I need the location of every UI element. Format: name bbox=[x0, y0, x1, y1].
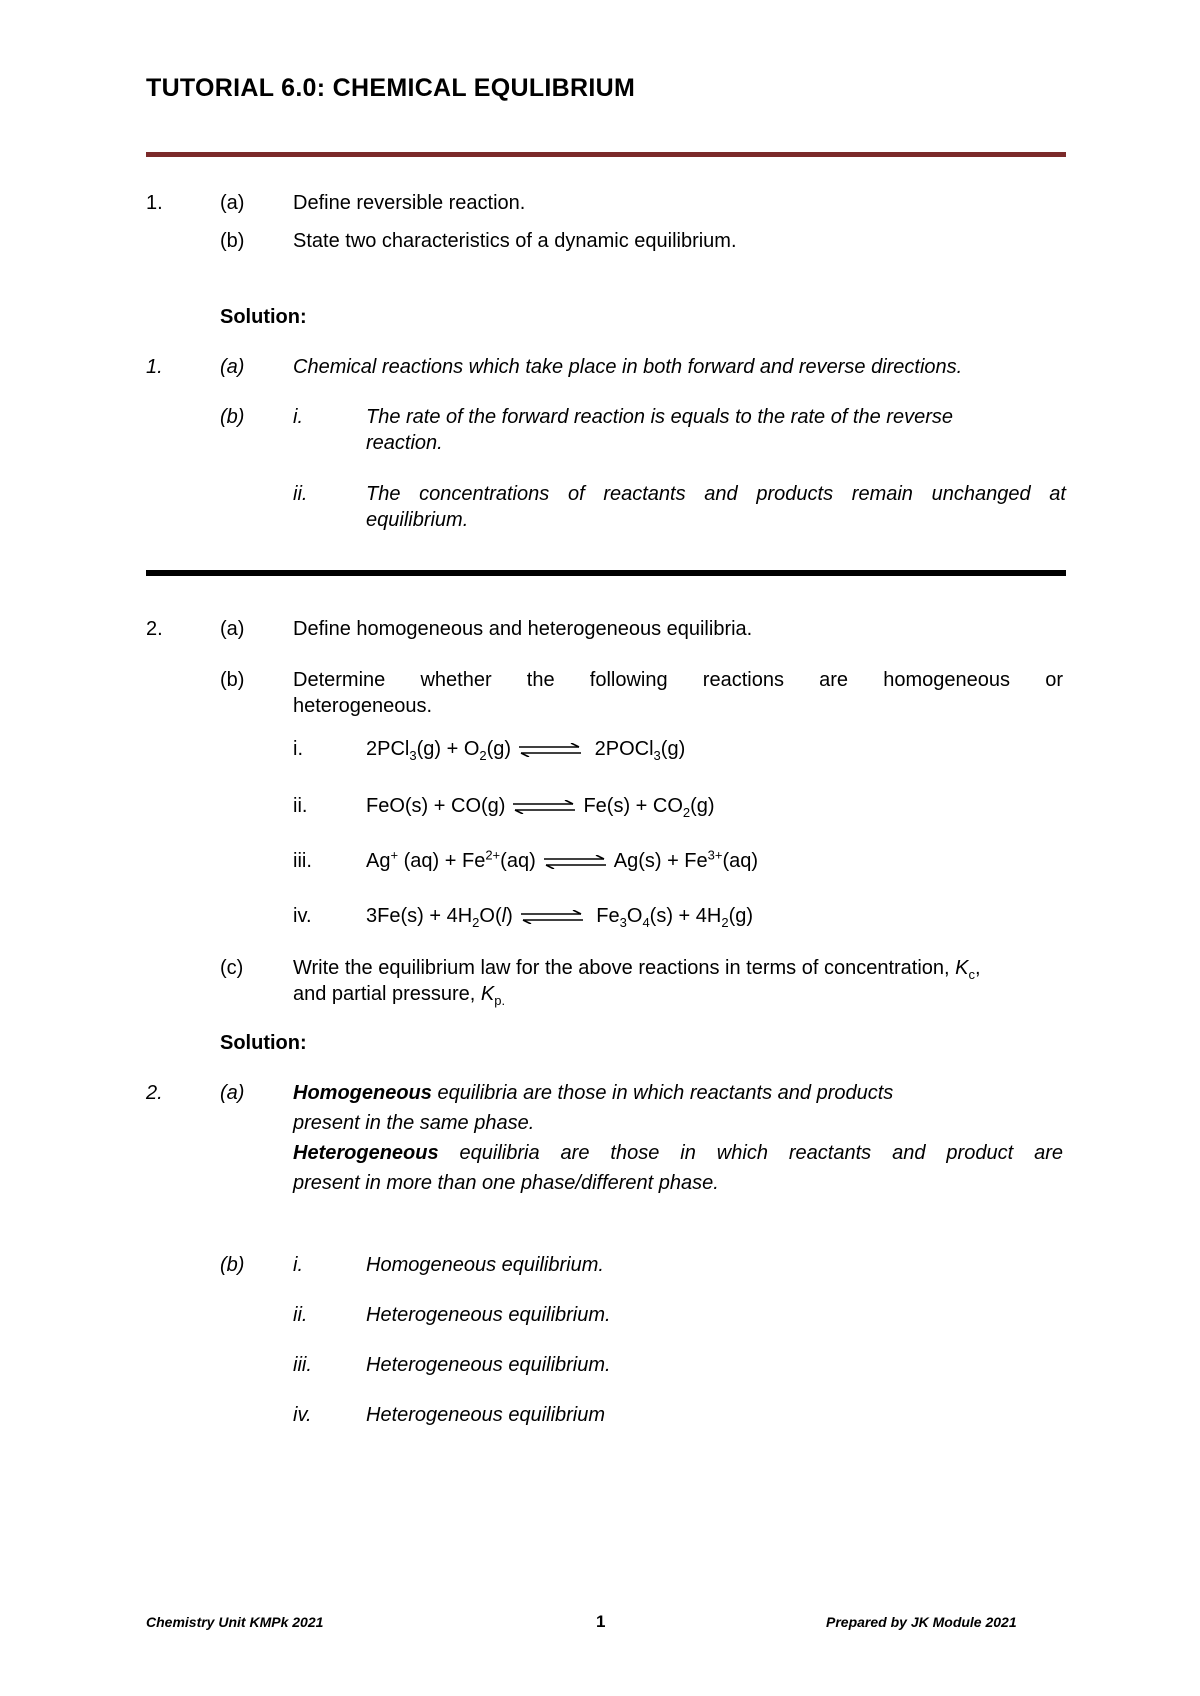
equilibrium-arrow-icon bbox=[511, 800, 577, 814]
title-divider bbox=[146, 152, 1066, 157]
reaction-1-label: i. bbox=[293, 738, 303, 760]
sol1b-ii-line2: equilibrium. bbox=[366, 509, 469, 531]
sol2b-iv-label: iv. bbox=[293, 1404, 312, 1426]
sol2b-iv-text: Heterogeneous equilibrium bbox=[366, 1404, 606, 1426]
footer-right: Prepared by JK Module 2021 bbox=[826, 1614, 1017, 1630]
q2c-line1: Write the equilibrium law for the above reactions in terms of concentration, $K_c$, bbox=[293, 957, 981, 982]
equilibrium-arrow-icon bbox=[542, 855, 608, 869]
equilibrium-arrow-icon bbox=[519, 910, 585, 924]
sol2a-hetero-line2: present in more than one phase/different phase. bbox=[293, 1172, 719, 1194]
heterogeneous-term: Heterogeneous bbox=[293, 1142, 439, 1164]
q1b-label: (b) bbox=[220, 230, 245, 252]
heterogeneous-definition: equilibria are those in which reactants and product are bbox=[438, 1142, 1063, 1164]
sol1b-ii-label: ii. bbox=[293, 483, 308, 505]
sol2b-i-label: i. bbox=[293, 1254, 303, 1276]
sol2b-ii-text: Heterogeneous equilibrium. bbox=[366, 1304, 611, 1326]
sol1b-i-line2: reaction. bbox=[366, 432, 443, 454]
sol2b-ii-label: ii. bbox=[293, 1304, 308, 1326]
q2a-label: (a) bbox=[220, 618, 245, 640]
solution2-heading: Solution: bbox=[220, 1032, 307, 1054]
sol2a-homo-line1 bbox=[293, 1080, 893, 1106]
q2-number: 2. bbox=[146, 618, 163, 640]
sol2a-label: (a) bbox=[220, 1082, 245, 1104]
section-divider bbox=[146, 570, 1066, 576]
sol1b-i-line1: The rate of the forward reaction is equals to the rate of the reverse bbox=[366, 406, 953, 428]
reaction-4-equation: $3Fe(s) + 4H_2O(l) Fe_3O_4(s) + 4H_2(g)$ bbox=[366, 905, 754, 930]
sol2b-iii-label: iii. bbox=[293, 1354, 312, 1376]
sol1a-text: Chemical reactions which take place in both forward and reverse directions. bbox=[293, 356, 963, 378]
q2b-label: (b) bbox=[220, 669, 245, 691]
sol1a-label: (a) bbox=[220, 356, 245, 378]
sol1b-i-label: i. bbox=[293, 406, 303, 428]
q2b-line2: heterogeneous. bbox=[293, 695, 433, 717]
q1b-text: State two characteristics of a dynamic equilibrium. bbox=[293, 230, 737, 252]
q2a-text: Define homogeneous and heterogeneous equilibria. bbox=[293, 618, 753, 640]
homogeneous-definition: equilibria are those in which reactants and products bbox=[431, 1082, 894, 1104]
page-title: TUTORIAL 6.0: CHEMICAL EQULIBRIUM bbox=[146, 74, 636, 102]
page-number: 1 bbox=[596, 1612, 606, 1631]
sol1b-label: (b) bbox=[220, 406, 245, 428]
q2c-line2: and partial pressure, $K_{p.}$ bbox=[293, 983, 506, 1008]
q1a-text: Define reversible reaction. bbox=[293, 192, 526, 214]
sol2-number: 2. bbox=[146, 1082, 163, 1104]
sol1b-ii-line1: The concentrations of reactants and products remain unchanged at bbox=[366, 483, 1066, 505]
reaction-3-label: iii. bbox=[293, 850, 312, 872]
sol2a-hetero-line1 bbox=[293, 1140, 1063, 1166]
reaction-1-equation: $2PCl_3(g) + O_2(g)$ 2POCl$_3$(g) bbox=[366, 738, 686, 763]
reaction-4-label: iv. bbox=[293, 905, 312, 927]
q1-number: 1. bbox=[146, 192, 163, 214]
q1a-label: (a) bbox=[220, 192, 245, 214]
sol2b-label: (b) bbox=[220, 1254, 245, 1276]
reaction-2-label: ii. bbox=[293, 795, 308, 817]
homogeneous-term: Homogeneous bbox=[293, 1082, 432, 1104]
reaction-3-equation: Ag+ $(aq) + Fe^{2+}(aq) Ag(s) + Fe^{3+}(aq)$ bbox=[366, 847, 759, 872]
footer-left: Chemistry Unit KMPk 2021 bbox=[146, 1614, 324, 1630]
solution1-heading: Solution: bbox=[220, 306, 307, 328]
sol1-number: 1. bbox=[146, 356, 163, 378]
equilibrium-arrow-icon bbox=[517, 743, 583, 757]
sol2b-iii-text: Heterogeneous equilibrium. bbox=[366, 1354, 611, 1376]
sol2b-i-text: Homogeneous equilibrium. bbox=[366, 1254, 604, 1276]
q2c-label: (c) bbox=[220, 957, 244, 979]
q2b-line1: Determine whether the following reactions are homogeneous or bbox=[293, 669, 1063, 691]
sol2a-homo-line2: present in the same phase. bbox=[293, 1112, 535, 1134]
reaction-2-equation: FeO(s) + CO(g) $Fe(s) + CO_2(g)$ bbox=[366, 795, 715, 820]
